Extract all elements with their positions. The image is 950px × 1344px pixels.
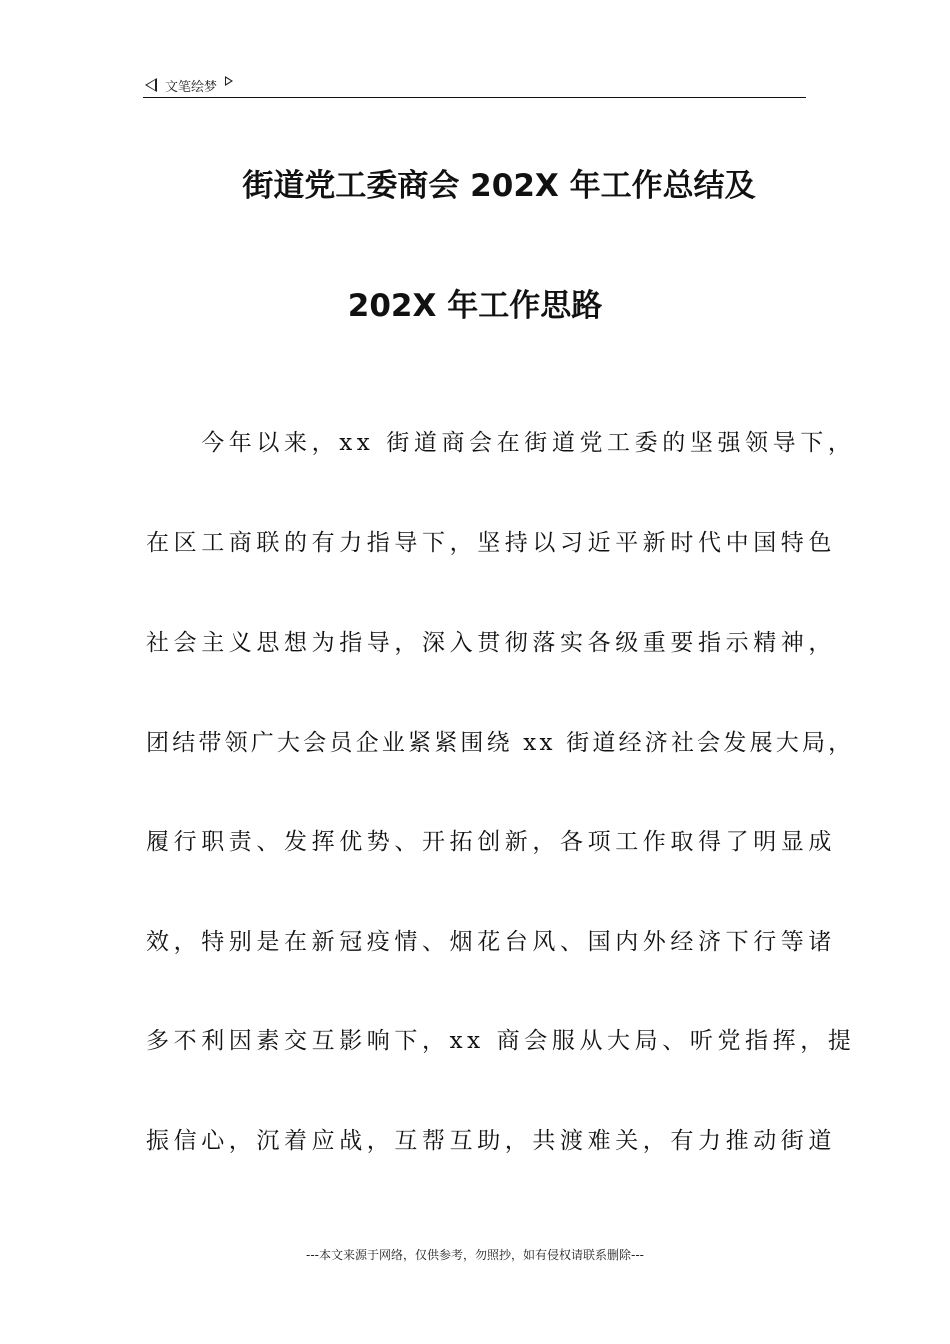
header-brand: 文笔绘梦: [165, 79, 218, 95]
body-line: 履行职责、发挥优势、开拓创新，各项工作取得了明显成: [146, 829, 836, 855]
page-header: [145, 74, 233, 96]
body-line: 团结带领广大会员企业紧紧围绕 xx 街道经济社会发展大局，: [146, 730, 855, 756]
page-footer-disclaimer: ---本文来源于网络，仅供参考，勿照抄，如有侵权请联系删除---: [306, 1248, 644, 1262]
document-title-line-2: 202X 年工作思路: [347, 288, 603, 324]
triangle-right-icon: [225, 76, 233, 86]
body-line: 振信心，沉着应战，互帮互助，共渡难关，有力推动街道: [146, 1128, 836, 1154]
body-line: 效，特别是在新冠疫情、烟花台风、国内外经济下行等诸: [146, 929, 836, 955]
document-title-line-1: 街道党工委商会 202X 年工作总结及: [242, 168, 756, 204]
body-line: 今年以来，xx 街道商会在街道党工委的坚强领导下，: [146, 430, 856, 456]
body-line: 社会主义思想为指导，深入贯彻落实各级重要指示精神，: [146, 630, 836, 656]
body-line: 在区工商联的有力指导下，坚持以习近平新时代中国特色: [146, 530, 836, 556]
header-divider: [143, 97, 806, 98]
triangle-left-icon: [145, 78, 157, 92]
body-line: 多不利因素交互影响下，xx 商会服从大局、听党指挥，提: [146, 1028, 856, 1054]
